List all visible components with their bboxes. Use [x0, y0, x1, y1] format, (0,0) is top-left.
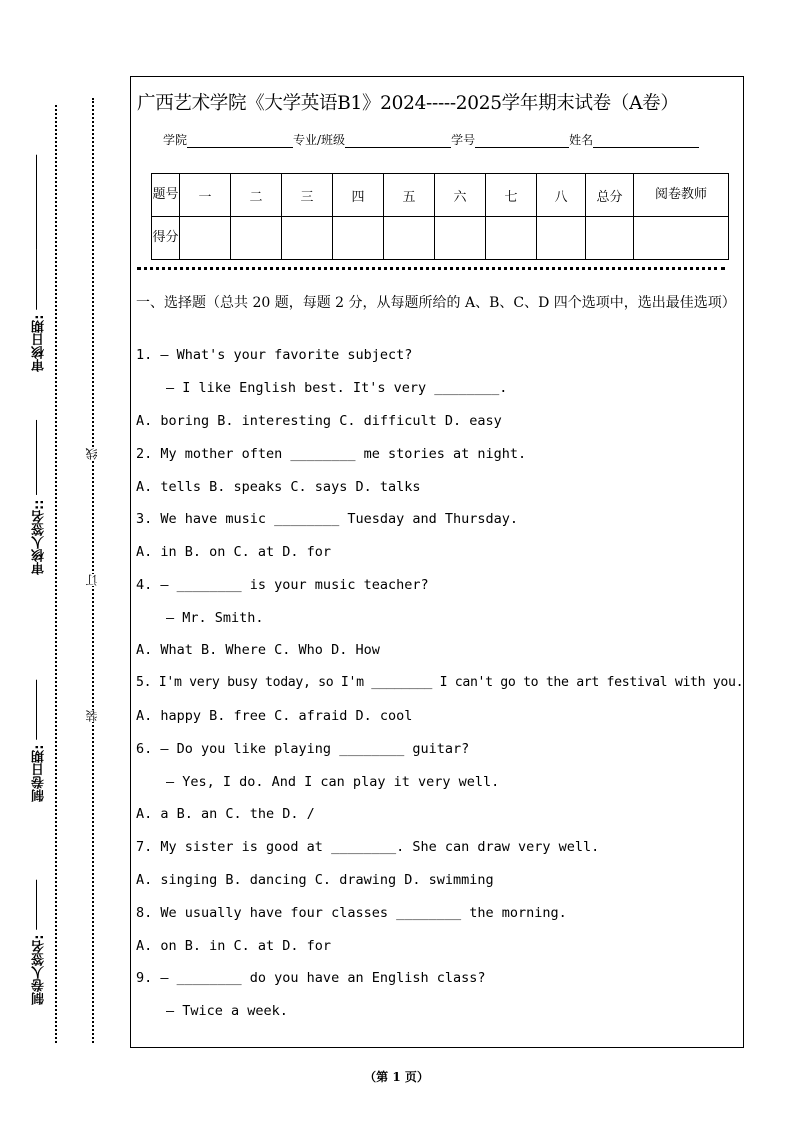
question-line: 8. We usually have four classes ________ the morning.: [136, 905, 567, 921]
section-8-header: 八: [537, 174, 586, 217]
page-number: （第 1 页）: [364, 1070, 429, 1084]
section-2-header: 二: [231, 174, 282, 217]
section-heading: 一、选择题（总共 20 题，每题 2 分，从每题所给的 A、B、C、D 四个选项中，选出最佳选项）: [136, 295, 736, 311]
score-cell[interactable]: [282, 217, 333, 260]
section-3-header: 三: [282, 174, 333, 217]
options-line: A. happy B. free C. afraid D. cool: [136, 708, 413, 724]
major-class-blank[interactable]: [345, 133, 451, 148]
binding-dotted-line-outer: [55, 105, 57, 1043]
options-line: A. in B. on C. at D. for: [136, 544, 332, 560]
options-line: A. tells B. speaks C. says D. talks: [136, 479, 421, 495]
name-blank[interactable]: [593, 133, 699, 148]
score-cell[interactable]: [486, 217, 537, 260]
question-line: 1. — What's your favorite subject?: [136, 347, 413, 363]
student-id-label: 学号: [451, 133, 476, 147]
question-line: 2. My mother often ________ me stories at night.: [136, 446, 527, 462]
options-line: A. boring B. interesting C. difficult D. easy: [136, 413, 502, 429]
options-line: A. singing B. dancing C. drawing D. swimming: [136, 872, 494, 888]
section-7-header: 七: [486, 174, 537, 217]
question-line: 4. — ________ is your music teacher?: [136, 577, 429, 593]
score-cell[interactable]: [384, 217, 435, 260]
student-info-row: [163, 131, 699, 148]
question-line: — I like English best. It's very ________.: [166, 380, 508, 396]
total-score-cell[interactable]: [586, 217, 634, 260]
college-blank[interactable]: [187, 133, 293, 148]
binding-char-zhuang: 装: [85, 710, 99, 722]
exam-title: 广西艺术学院《大学英语B1》2024-----2025学年期末试卷（A卷）: [137, 93, 679, 114]
name-label: 姓名: [569, 133, 594, 147]
question-line: 5. I'm very busy today, so I'm ________ I can't go to the art festival with you.: [136, 675, 744, 690]
score-row-label: 得分: [152, 217, 180, 260]
major-class-label: 专业/班级: [293, 133, 346, 147]
score-cell[interactable]: [180, 217, 231, 260]
score-cell[interactable]: [231, 217, 282, 260]
question-line: 9. — ________ do you have an English class?: [136, 970, 486, 986]
question-line: 3. We have music ________ Tuesday and Thursday.: [136, 511, 519, 527]
question-line: — Mr. Smith.: [166, 610, 264, 626]
paper-date-label: 制卷日期:: [30, 680, 49, 802]
binding-char-xian: 线: [85, 448, 99, 460]
grader-header: 阅卷教师: [634, 174, 729, 217]
section-5-header: 五: [384, 174, 435, 217]
college-label: 学院: [163, 133, 188, 147]
question-number-header: 题号: [152, 174, 180, 217]
section-1-header: 一: [180, 174, 231, 217]
score-cell[interactable]: [435, 217, 486, 260]
section-4-header: 四: [333, 174, 384, 217]
reviewer-signature-label: 审核人签名::: [30, 420, 49, 575]
question-line: 6. — Do you like playing ________ guitar?: [136, 741, 470, 757]
question-line: — Yes, I do. And I can play it very well.: [166, 774, 500, 790]
score-cell[interactable]: [333, 217, 384, 260]
dotted-separator: [137, 267, 725, 270]
score-table-score-row: [152, 217, 729, 260]
options-line: A. a B. an C. the D. /: [136, 806, 315, 822]
paper-maker-signature-label: 制卷人签名:: [30, 880, 49, 1005]
review-date-label: 审核日期:: [30, 155, 49, 372]
total-score-header: 总分: [586, 174, 634, 217]
question-line: 7. My sister is good at ________. She can draw very well.: [136, 839, 600, 855]
options-line: A. What B. Where C. Who D. How: [136, 642, 380, 658]
student-id-blank[interactable]: [475, 133, 569, 148]
score-table: [151, 173, 729, 260]
score-table-header-row: [152, 174, 729, 217]
options-line: A. on B. in C. at D. for: [136, 938, 332, 954]
question-line: — Twice a week.: [166, 1003, 288, 1019]
grader-cell[interactable]: [634, 217, 729, 260]
score-cell[interactable]: [537, 217, 586, 260]
section-6-header: 六: [435, 174, 486, 217]
binding-dotted-line-inner: [92, 98, 94, 1043]
binding-char-ding: 订: [85, 574, 99, 586]
